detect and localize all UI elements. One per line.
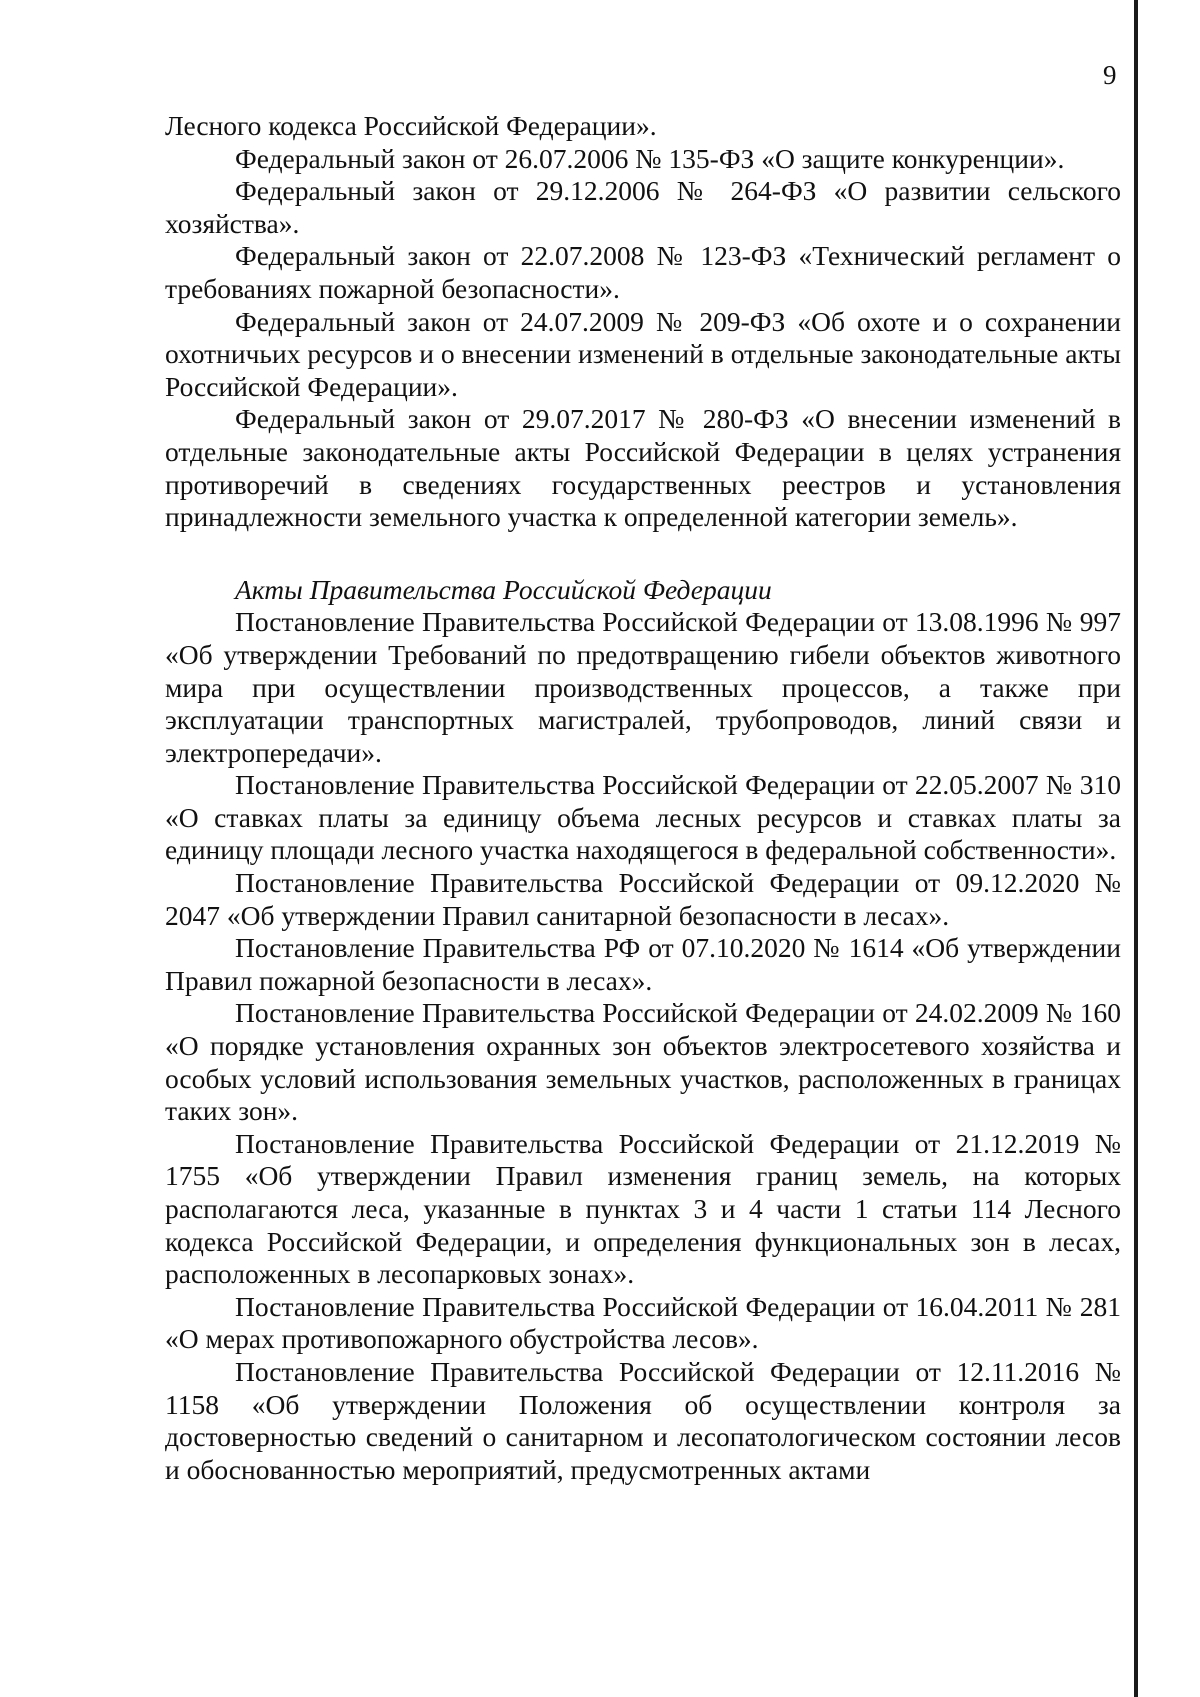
federal-law-123: Федеральный закон от 22.07.2008 № 123-ФЗ «Технический регламент о требованиях пожарной безопасности». <box>165 240 1121 304</box>
paragraph-continuation: Лесного кодекса Российской Федерации». <box>165 110 657 141</box>
government-act-160: Постановление Правительства Российской Федерации от 24.02.2009 № 160 «О порядке установления охранных зон объектов электросетевого хозяйства и особых условий использования земельных участков, расположенных в границах таких зон». <box>165 997 1121 1127</box>
federal-law-264: Федеральный закон от 29.12.2006 № 264-ФЗ «О развитии сельского хозяйства». <box>165 175 1121 239</box>
government-act-281: Постановление Правительства Российской Федерации от 16.04.2011 № 281 «О мерах противопожарного обустройства лесов». <box>165 1290 1121 1355</box>
page-number: 9 <box>1103 60 1117 90</box>
government-act-2047: Постановление Правительства Российской Федерации от 09.12.2020 № 2047 «Об утверждении Правил санитарной безопасности в лесах». <box>165 867 1121 931</box>
federal-law-135: Федеральный закон от 26.07.2006 № 135-ФЗ «О защите конкуренции». <box>235 142 1065 174</box>
government-act-997: Постановление Правительства Российской Федерации от 13.08.1996 № 997 «Об утверждении Требований по предотвращению гибели объектов животного мира при осуществлении производственных процессов, а также при эксплуатации транспортных магистралей, трубопроводов, линий связи и электропередачи». <box>165 606 1121 768</box>
government-act-1158: Постановление Правительства Российской Федерации от 12.11.2016 № 1158 «Об утверждении Положения об осуществлении контроля за достоверностью сведений о санитарном и лесопатологическом состоянии лесов и обоснованностью мероприятий, предусмотренных актами <box>165 1355 1121 1485</box>
federal-law-209: Федеральный закон от 24.07.2009 № 209-ФЗ «Об охоте и о сохранении охотничьих ресурсов и о внесении изменений в отдельные законодательные акты Российской Федерации». <box>165 305 1121 402</box>
page-edge-border <box>1134 0 1138 1697</box>
federal-law-280: Федеральный закон от 29.07.2017 № 280-ФЗ «О внесении изменений в отдельные законодательные акты Российской Федерации в целях устранения противоречий в сведениях государственных реестров и установления принадлежности земельного участка к определенной категории земель». <box>165 403 1121 533</box>
document-body <box>165 110 1121 1486</box>
section-heading: Акты Правительства Российской Федерации <box>235 573 772 605</box>
government-act-1614: Постановление Правительства РФ от 07.10.2020 № 1614 «Об утверждении Правил пожарной безопасности в лесах». <box>165 932 1121 996</box>
government-act-310: Постановление Правительства Российской Федерации от 22.05.2007 № 310 «О ставках платы за единицу объема лесных ресурсов и ставках платы за единицу площади лесного участка находящегося в федеральной собственности». <box>165 769 1121 866</box>
government-act-1755: Постановление Правительства Российской Федерации от 21.12.2019 № 1755 «Об утверждении Правил изменения границ земель, на которых располагаются леса, указанные в пунктах 3 и 4 части 1 статьи 114 Лесного кодекса Российской Федерации, и определения функциональных зон в лесах, расположенных в лесопарковых зонах». <box>165 1127 1121 1290</box>
